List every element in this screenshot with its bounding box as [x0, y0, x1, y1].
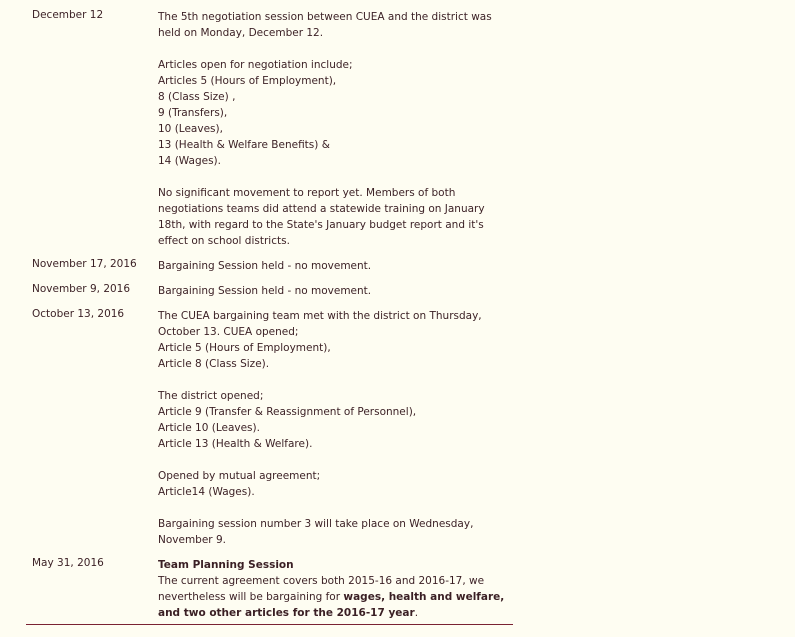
paragraph-gap [158, 500, 488, 516]
entry-line: Article14 (Wages). [158, 486, 255, 498]
entry-line: 8 (Class Size) , [158, 91, 236, 103]
entry-text: . [414, 607, 419, 619]
entry-body [158, 283, 488, 299]
entry-line: 14 (Wages). [158, 155, 221, 167]
paragraph-gap [158, 372, 488, 388]
entry-line: Articles 5 (Hours of Employment), [158, 75, 337, 87]
entry-line: The CUEA bargaining team met with the district on Thursday, [158, 310, 482, 322]
entry-heading: Team Planning Session [158, 559, 294, 571]
entry-line: October 13. CUEA opened; [158, 326, 299, 338]
entry-line: The 5th negotiation session between CUEA and the district was [158, 11, 492, 23]
entry-line: Article 13 (Health & Welfare). [158, 438, 313, 450]
entry-line: Articles open for negotiation include; [158, 59, 353, 71]
entry-body [158, 9, 492, 249]
entry-line: Article 9 (Transfer & Reassignment of Personnel), [158, 406, 417, 418]
entry-line: Bargaining Session held - no movement. [158, 285, 372, 297]
entry-line: negotiations teams did attend a statewide training on January [158, 203, 485, 215]
entry-line: 10 (Leaves), [158, 123, 223, 135]
entry-line: Bargaining session number 3 will take place on Wednesday, [158, 518, 474, 530]
entry-line: 18th, with regard to the State's January budget report and it's [158, 219, 484, 231]
entry-date: December 12 [32, 9, 104, 21]
paragraph-gap [158, 452, 488, 468]
paragraph-gap [158, 169, 488, 185]
entry-line: 9 (Transfers), [158, 107, 228, 119]
entry-line: Article 10 (Leaves). [158, 422, 260, 434]
entry-line: held on Monday, December 12. [158, 27, 324, 39]
entry-body [158, 258, 488, 274]
entry-line: Bargaining Session held - no movement. [158, 260, 372, 272]
entry-line: No significant movement to report yet. Members of both [158, 187, 456, 199]
entry-line: November 9. [158, 534, 226, 546]
entry-line: The current agreement covers both 2015-16 and 2016-17, we [158, 575, 485, 587]
entry-date: November 9, 2016 [32, 283, 131, 295]
entry-date: November 17, 2016 [32, 258, 137, 270]
entry-date: October 13, 2016 [32, 308, 125, 320]
entry-line: Opened by mutual agreement; [158, 470, 321, 482]
entry-line: The district opened; [158, 390, 264, 402]
entry-emphasis: wages, health and welfare, [343, 591, 505, 603]
entry-body [158, 557, 505, 621]
entry-line: Article 5 (Hours of Employment), [158, 342, 331, 354]
entry-line: effect on school districts. [158, 235, 290, 247]
entry-line [158, 589, 505, 605]
paragraph-gap [158, 41, 488, 57]
entry-text: nevertheless will be bargaining for [158, 591, 344, 603]
entry-emphasis: and two other articles for the 2016-17 year [158, 607, 415, 619]
entry-body [158, 308, 488, 548]
entry-line: Article 8 (Class Size). [158, 358, 270, 370]
section-divider [26, 624, 513, 625]
entry-date: May 31, 2016 [32, 557, 104, 569]
entry-line [158, 605, 488, 621]
entry-line: 13 (Health & Welfare Benefits) & [158, 139, 330, 151]
